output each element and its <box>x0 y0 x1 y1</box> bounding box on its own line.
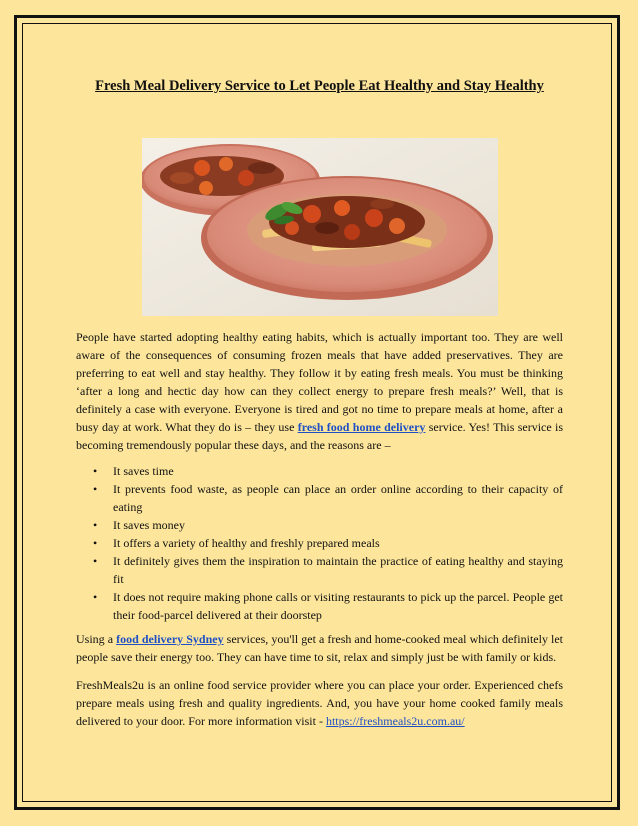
bullet-icon: • <box>93 464 98 478</box>
website-link[interactable]: https://freshmeals2u.com.au/ <box>325 714 465 728</box>
food-photo <box>142 138 498 316</box>
list-item: • It saves time <box>93 464 174 478</box>
sydney-paragraph: Using a food delivery Sydney services, you'll get a fresh and home-cooked meal which definitely let people save their energy too. They can have time to sit, relax and simply just be with family or kids. <box>76 632 563 664</box>
list-item: • It prevents food waste, as people can place an order online according to their capacity of eating <box>93 482 563 514</box>
food-delivery-sydney-link[interactable]: food delivery Sydney <box>116 632 224 646</box>
list-item: • It does not require making phone calls or visiting restaurants to pick up the parcel. People get their food-parcel delivered at their doorstep <box>93 590 563 622</box>
fresh-food-home-delivery-link[interactable]: fresh food home delivery <box>297 420 426 434</box>
list-item: • It definitely gives them the inspiration to maintain the practice of eating healthy and staying fit <box>93 554 563 586</box>
intro-paragraph: People have started adopting healthy eating habits, which is actually important too. They are well aware of the consequences of consuming frozen meals that have added preservatives. They are preferring to eat well and stay healthy. They follow it by eating fresh meals. You must be thinking ‘after a long and hectic day how can they collect energy to prepare fresh meals?’ Well, that is definitely a case with everyone. Everyone is tired and got no time to prepare meals at home, after a busy day at work. What they do is – they use fresh food home delivery service. Yes! This service is becoming tremendously popular these days, and the reasons are – <box>76 330 564 452</box>
document-title: Fresh Meal Delivery Service to Let People Eat Healthy and Stay Healthy <box>95 78 544 94</box>
bullet-icon: • <box>93 482 98 496</box>
list-item: • It offers a variety of healthy and freshly prepared meals <box>93 536 380 550</box>
bullet-icon: • <box>93 518 98 532</box>
list-item: • It saves money <box>93 518 185 532</box>
about-paragraph: FreshMeals2u is an online food service provider where you can place your order. Experienced chefs prepare meals using fresh and quality ingredients. And, you have your home cooked family meals delivered to your door. For more information visit - https://freshmeals2u.com.au/ <box>76 678 563 728</box>
bullet-icon: • <box>93 590 98 604</box>
document-body <box>76 76 563 730</box>
bullet-icon: • <box>93 536 98 550</box>
bullet-icon: • <box>93 554 98 568</box>
reasons-list <box>76 462 563 624</box>
